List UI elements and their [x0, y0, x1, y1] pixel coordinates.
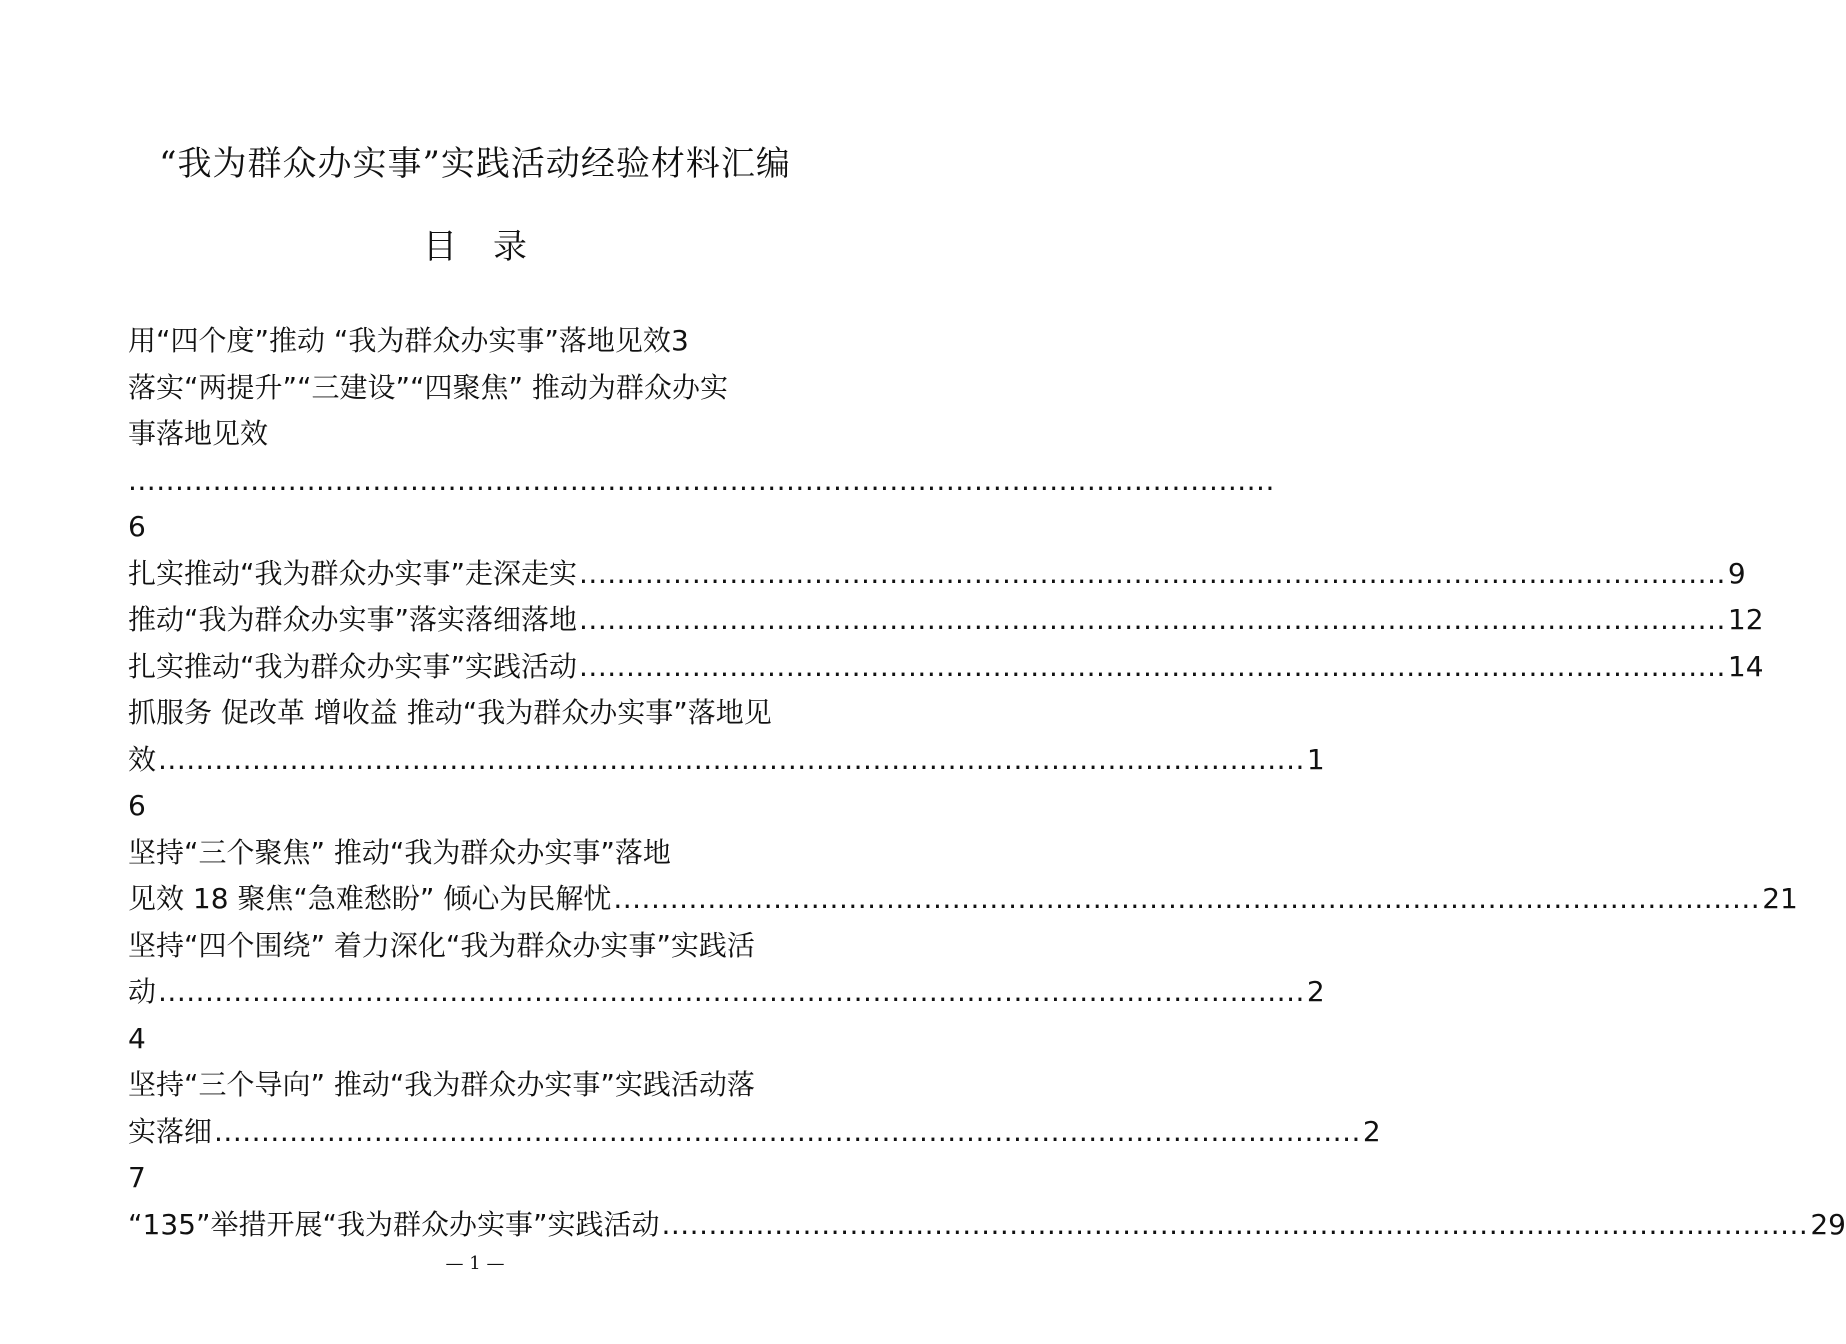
toc-entry-page-line	[128, 1155, 838, 1202]
toc-entry[interactable]	[128, 1202, 1846, 1249]
toc-entry[interactable]	[128, 365, 838, 412]
toc-entry-page: 21	[1762, 882, 1798, 915]
toc-entry-title: 扎实推动“我为群众办实事”实践活动	[128, 649, 578, 683]
toc-leader: ..........................................................................................................................	[128, 463, 1275, 497]
toc-entry-continued[interactable]	[128, 411, 838, 458]
toc-entry[interactable]	[128, 1062, 838, 1109]
toc-entry-page: 1	[1306, 742, 1325, 776]
toc-leader: ..........................................................................................................................	[579, 649, 1726, 683]
toc-entry-title-continued: 见效 18 聚焦“急难愁盼” 倾心为民解忧	[128, 882, 612, 915]
toc-entry-page-continued: 7	[128, 1161, 146, 1194]
toc-entry-title: 坚持“三个聚焦” 推动“我为群众办实事”落地	[128, 835, 671, 869]
toc-entry-page: 29	[1810, 1207, 1846, 1241]
toc-entry-title-continued: 实落细	[128, 1114, 213, 1148]
toc-entry-continued[interactable]	[128, 969, 1325, 1016]
toc-entry-page-line	[128, 783, 838, 830]
toc-entry[interactable]	[128, 318, 838, 365]
toc-entry-title: 推动“我为群众办实事”落实落细落地	[128, 603, 578, 636]
toc-entry-title: 坚持“四个围绕” 着力深化“我为群众办实事”实践活	[128, 928, 755, 962]
table-of-contents	[128, 318, 1846, 1248]
toc-heading-left: 目	[423, 227, 457, 267]
toc-entry-title-continued: 动	[128, 975, 157, 1008]
toc-leader: ..........................................................................................................................	[158, 742, 1305, 776]
toc-entry-title-continued: 效	[128, 742, 157, 776]
toc-entry-page: 2	[1362, 1114, 1381, 1148]
toc-entry-page: 12	[1727, 603, 1764, 636]
toc-entry-page-line	[128, 1016, 838, 1063]
toc-entry-title-continued: 事落地见效	[128, 417, 269, 450]
toc-entry-title: “135”举措开展“我为群众办实事”实践活动	[128, 1207, 660, 1241]
toc-entry-title: 用“四个度”推动 “我为群众办实事”落地见效	[128, 324, 671, 357]
toc-heading-right: 录	[493, 227, 527, 267]
toc-entry[interactable]	[128, 830, 838, 877]
toc-leader: ..........................................................................................................................	[579, 603, 1726, 636]
toc-leader: ..........................................................................................................................	[661, 1207, 1809, 1241]
toc-entry-title: 抓服务 促改革 增收益 推动“我为群众办实事”落地见	[128, 696, 772, 729]
toc-entry-page-continued: 6	[128, 789, 146, 822]
toc-entry-title: 落实“两提升”“三建设”“四聚焦” 推动为群众办实	[128, 370, 728, 404]
toc-entry[interactable]	[128, 690, 838, 737]
toc-leader: ..........................................................................................................................	[214, 1114, 1361, 1148]
toc-entry[interactable]	[128, 923, 838, 970]
toc-entry[interactable]	[128, 551, 1746, 598]
toc-entry-title: 扎实推动“我为群众办实事”走深走实	[128, 556, 578, 590]
toc-entry-page: 3	[670, 324, 689, 357]
toc-entry-page: 9	[1727, 556, 1746, 590]
toc-entry-continued[interactable]	[128, 1109, 1381, 1156]
toc-leader: ..........................................................................................................................	[579, 556, 1726, 590]
page-number: — 1 —	[445, 1253, 505, 1274]
toc-entry[interactable]	[128, 644, 1764, 691]
toc-entry-page: 2	[1306, 975, 1325, 1008]
document-title: “我为群众办实事”实践活动经验材料汇编	[159, 144, 791, 184]
toc-leader: ..........................................................................................................................	[613, 882, 1761, 915]
toc-entry-page: 14	[1727, 649, 1764, 683]
toc-entry-continued[interactable]	[128, 876, 1798, 923]
toc-entry-continued[interactable]	[128, 737, 1325, 784]
toc-entry-page-continued: 4	[128, 1021, 146, 1055]
toc-entry-page-line	[128, 504, 838, 551]
toc-entry-title: 坚持“三个导向” 推动“我为群众办实事”实践活动落	[128, 1068, 755, 1101]
toc-entry-leader-line	[128, 458, 1275, 505]
toc-leader: ..........................................................................................................................	[158, 975, 1305, 1008]
toc-heading	[0, 222, 950, 272]
toc-entry[interactable]	[128, 597, 1764, 644]
toc-entry-page: 6	[128, 510, 146, 543]
